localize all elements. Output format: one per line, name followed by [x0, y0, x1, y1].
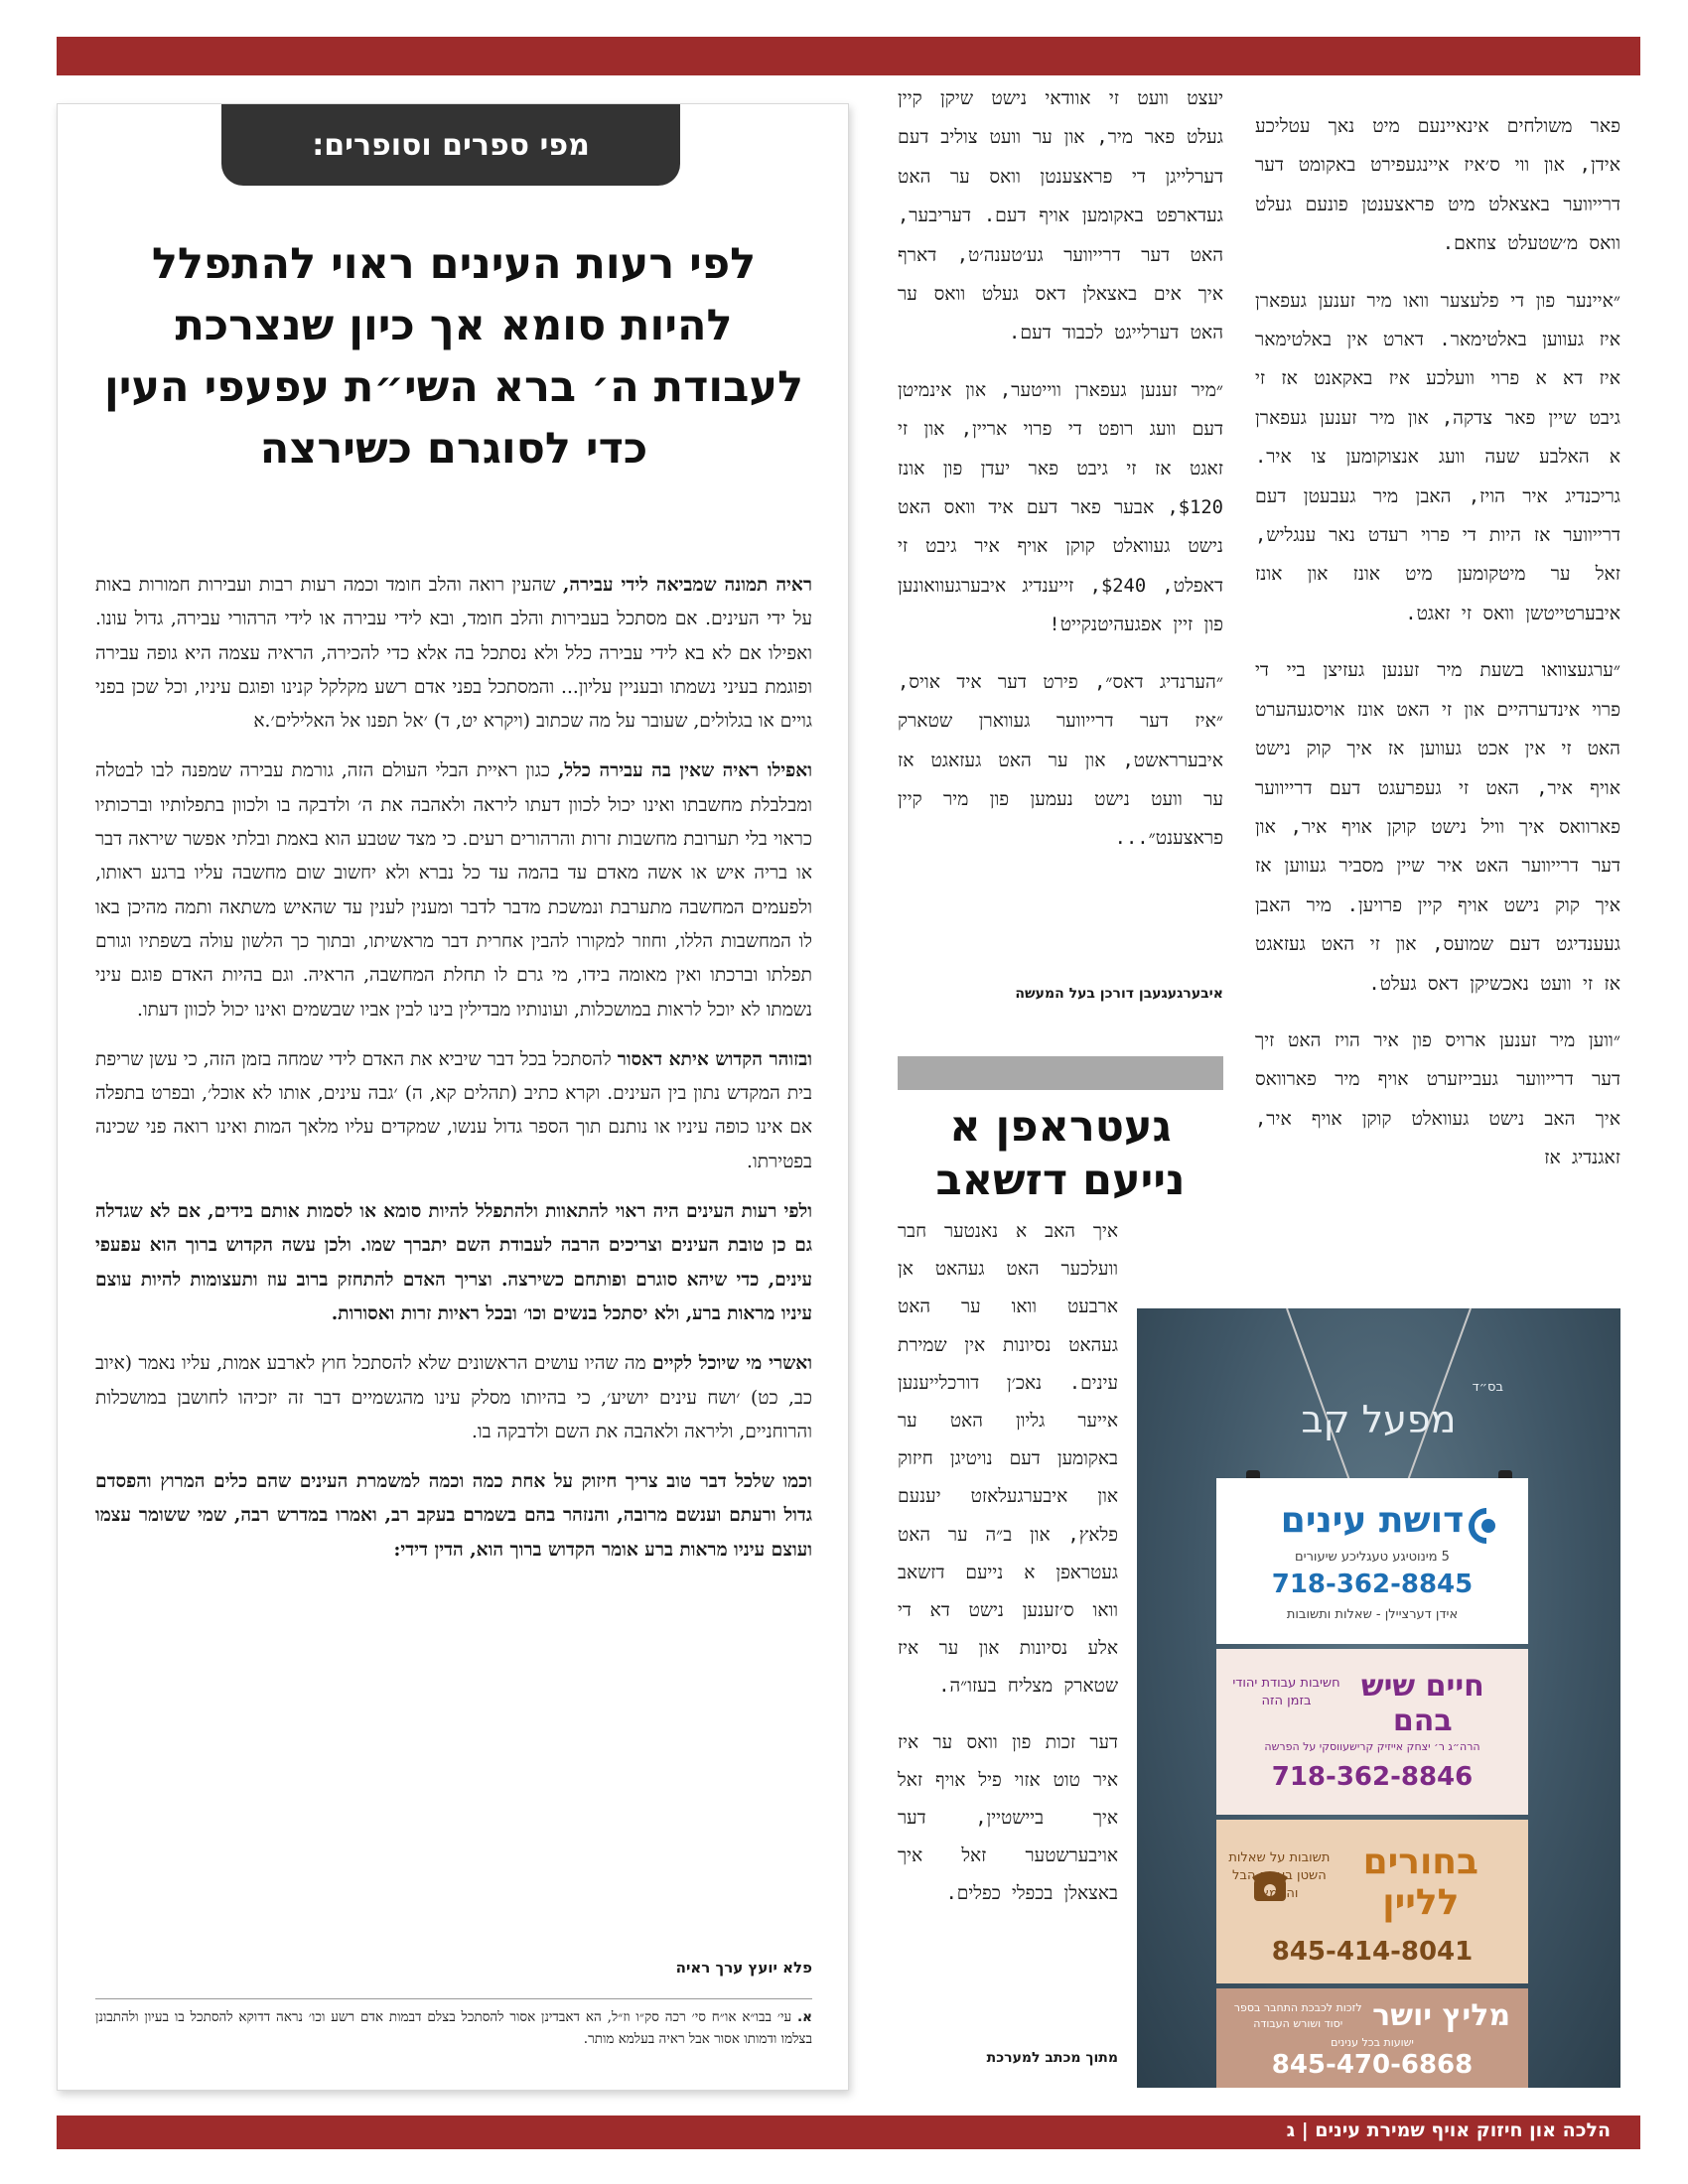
story-paragraph: ״איינער פון די פלעצער וואו מיר זענען געפארן איז געווען באלטימאר. דארט אין באלטימאר איז דא א פרוי וועלכע איז באקאנט אז זי גיבט שיין פאר צדקה, און מיר זענען געפארן א האלבע שעה וועג אנצוקומען צו איר. גריכנדיג איר הויז, האבן מיר געבעטן דעם דרייווער אז היות די פרוי רעדט נאר ענגליש, זאל ער מיטקומען מיט אונז און אונז איבערטייטשן וואס זי זאגט. [1255, 290, 1620, 624]
ad-card-name: בחורים לליין [1362, 1842, 1478, 1923]
ad-card-phone: 718-362-8845 [1271, 1570, 1474, 1599]
story-paragraph: ״הערנדיג דאס״, פירט דער איד אויס, ״איז דער דרייווער געווארן שטארק איבערראשט, און ער האט געזאגט אז ער וועט נישט נעמען פון מיר קיין פראצענט״... [898, 671, 1223, 850]
advertisement [1137, 1308, 1620, 2088]
article-paragraph: ראיה תמונה שמביאה לידי עבירה, שהעין רואה והלב חומד וכמה רעות רבות ועבירות חמורות באות על ידי העינים. אם מסתכל בעבירות והלב חומד, ובא לידי עבירה או לידי הרהורי עבירה, גדול עונו. ואפילו אם לא בא לידי עבירה כלל ולא נסתכל בה אלא כדי להכירה, הראיה עצמה היא גופה עבירה ופוגמת בעיני נשמתו ובעניין עליון... והמסתכל בפני אדם רשע מקלקל קנינו ופוגם עיניו, וכל שכן בפני גויים או בגלולים, שעובר על מה שכתוב (ויקרא יט, ד) ׳אל תפנו אל האלילים׳.א [95, 575, 813, 733]
ad-besd: בס״ד [1472, 1380, 1503, 1395]
story-paragraph: ״מיר זענען געפארן ווייטער, און אינמיטן דעם וועג רופט די פרוי אריין, און זי זאגט אז זי גיבט פאר יעדן פון אונז $120, אבער פאר דעם איד וואס האט נישט געוואלט קוקן אויף איר גיבט זי דאפלט, $240, זייענדיג איבערגעוואונען פון זיין אפגעהיטנקייט! [898, 379, 1224, 636]
article-headline: לפי רעות העינים ראוי להתפלל להיות סומא אך כיון שנצרכת לעבודת ה׳ ברא השי״ת עפעפי העין כדי לסוגרם כשירצה [104, 239, 803, 474]
story-paragraph: ״ערגעצוואו בשעת מיר זענען געזיצן ביי די פרוי אינדערהיים און זי האט אונז אויסגעהערט האט זי אין אכט געווען אז איך קוק נישט אויף איר, האט זי געפרעגט דעם דרייווער פארוואס איך וויל נישט קוקן אויף איר, און דער דרייווער האט איר שיין מסביר געווען אז איך קוק נישט אויף קיין פרויען. מיר האבן געענדיגט דעם שמועס, און זי האט געזאגט אז זי וועט נאכשיקן דאס געלט. [1255, 660, 1620, 995]
ad-card-name: חיים שיש בהם [1360, 1669, 1484, 1738]
ad-card-subtitle: לזכות לכבכת התחבר בספר יסוד ושורש העבודה [1233, 2001, 1362, 2030]
story-column-right [1255, 107, 1620, 1196]
ad-card-subtitle: תשובות על שאלות השטן בעסק הבל והטמא [1228, 1850, 1331, 1901]
story-box-signature: מתוך מכתב למערכת [986, 2050, 1118, 2066]
ad-card-subtitle: 5 מינוטיגע טעגליכע שיעורים [1295, 1550, 1450, 1565]
story-signature: איבערגעגעבן דורכן בעל המעשה [1015, 986, 1223, 1002]
story-paragraph: פאר משולחים אינאיינעם מיט נאך עטליכע אידן, און ווי ס׳איז איינגעפירט באקומט דער דרייווער באצאלט מיט פראצענטן פונעם געלט וואס מ׳שטעלט צוזאם. [1255, 116, 1620, 255]
ad-card-doshet-einayim[interactable] [1216, 1478, 1528, 1644]
article-source: פלא יועץ ערך ראיה [675, 1959, 812, 1977]
article-paragraph: ובזוהר הקדוש איתא דאסור להסתכל בכל דבר שיביא את האדם לידי שמחה בזמן הזה, כי עשן שריפת בית המקדש נתון בין העינים. וקרא כתיב (תהלים קא, ה) ׳גבה עינים, אותו לא אוכל׳, ובפרט בתפלה אם אינו כופה עיניו או נותנם תוך הספר גדול ענשו, שמקדים עליו מלאך המות ואינו רואה פני שכינה בפטירתו. [95, 1048, 812, 1172]
story-paragraph: ״ווען מיר זענען ארויס פון איר הויז האט זיך דער דרייווער געבייזערט אויף מיר פארוואס איך האב נישט געוואלט קוקן אויף איר, זאגנדיג אז [1255, 1029, 1620, 1169]
ad-card-subtitle: חשיבות עבודת יהודי בזמן הזה [1232, 1676, 1340, 1708]
ad-card-name: דושת עינים [1280, 1500, 1465, 1541]
story-column-middle [898, 79, 1223, 877]
story-box-paragraph: דער זכות פון וואס ער איז איר טוט אזוי פיל אויף זאל איך ביישטיין, דער אויבערשטער זאל איך באצאלן בכפלי כפלים. [898, 1731, 1118, 1905]
story-box-title: געטראפן א נייעם דזשאב [935, 1102, 1186, 1205]
ad-card-phone: 718-362-8846 [1271, 1762, 1474, 1792]
story-paragraph: יעצט וועט זי אוודאי נישט שיקן קיין געלט פאר מיר, און ער וועט צוליב דעם דערלייגן די פראצענטן וואס ער האט געדארפט באקומען אויף דעם. דעריבער, האט דער דרייווער גע׳טענה׳ט, דארף איך אים באצאלן דאס געלט וואס ער האט דערלייגט לכבוד דעם. [898, 88, 1223, 344]
story-box-paragraph: איך האב א נאנטער חבר וועלכער האט געהאט אן ארבעט וואו ער האט געהאט נסיונות אין שמירת עינים. נאכ׳ן דורכלייענען אייער גליון האט ער באקומען דעם נויטיגן חיזוק און איבערגעלאזט יענעם פלאץ, און ב״ה ער האט געטראפן א נייעם דזשאב וואו ס׳זענען נישט דא די אלע נסיונות און ער איז שטארק מצליח בעזו״ה. [898, 1221, 1118, 1698]
article-body [95, 569, 812, 1583]
story-box-bar [898, 1056, 1223, 1090]
ad-card-phone: 845-414-8041 [1271, 1937, 1474, 1967]
story-box-body [898, 1213, 1118, 1932]
footnote-divider [95, 1998, 812, 1999]
top-accent-bar [57, 37, 1640, 75]
footnote-marker: א. [797, 2009, 812, 2025]
ad-card-subtitle: ישועות בכל ענינים [1331, 2036, 1414, 2049]
article-paragraph: ואשרי מי שיוכל לקיים מה שהיו עושים הראשונים שלא להסתכל חוץ לארבע אמות, עליו נאמר (איוב כב, כט) ׳ושח עינים יושיע׳, כי בהיותו מסלק עינו מהגשמיים דבר זה יזכיהו לחושבן במושכלות והרוחניים, וליראה ולאהבה את השם ולדבקה בו. [95, 1353, 812, 1442]
ad-card-subtitle: הרה״ג ר׳ יצחק אייזיק קרישעווסקי על הפרשה [1264, 1740, 1480, 1753]
main-article [57, 103, 849, 2091]
article-paragraph: ואפילו ראיה שאין בה עבירה כלל, כגון ראיית הבלי העולם הזה, גורמת עבירה שמפנה לבו לבטלה ומבלבלת מחשבתו ואינו יכול לכוון דעתו ליראה ולאהבה את ה׳ ולדבקה בו ולכוון בתפלותיו וברכותיו כראוי בלי תערובת מחשבות זרות והרהורים רעים. כי מצד שטבע הוא באמת ובלתי אפשר שיראה דבר או בריה איש או אשה מאדם עד בהמה עד כל נברא ולא יחשוב שום מחשבה עליו ברגע ראותו, ולפעמים המחשבה מתערבת ונמשכת מדבר לדבר ומענין לענין עד שהאיש משתאה ותמה מהיכן באו לו המחשבות הללו, וחוזר למקורו להבין אחרית דבר מראשיתו, ובתוך כך הלשון עולה בשפתיו וגורם תפלתו וברכתו ואין מאומה בידו, מי גרם לו תחלת המחשבה, הראיה. וגם בהיות האדם פוגם עיני נשמתו לא יוכל לראות במושכלות, ועונותיו מבדילין בינו לבין אביו שבשמים ואינו יכול לכוון דעתו. [95, 760, 812, 1021]
article-paragraph: וכמו שלכל דבר טוב צריך חיזוק על אחת כמה וכמה למשמרת העינים שהם כלים המרוץ והפסדם גדול ורעתם וענשם מרובה, והנזהר בהם בשמרם בעקב רב, ואמרו במדרש רבה, שמי ששומר עצמו ועוצם עיניו מראות ברע אומר הקדוש ברוך הוא, הדין דידי: [95, 1471, 813, 1561]
ad-card-chaim[interactable] [1216, 1649, 1528, 1815]
article-paragraph: ולפי רעות העינים היה ראוי להתאוות ולהתפלל להיות סומא או לסמות אותם בידים, אם לא שגדלה גם כן טובת העינים וצריכים הרבה לעבודת השם יתברך שמו. ולכן עשה הקדוש ברוך הוא עפעפי עינים, כדי שיהא סוגרם ופותחם כשירצה. וצריך האדם להתחזק ברוב עוז ותעצומות להיות עוצם עיניו מראות ברע, ולא יסתכל בנשים וכו׳ ובכל ראיות זרות ואסורות. [95, 1201, 813, 1324]
section-title: מפי ספרים וסופרים: [312, 127, 590, 163]
ad-card-bochurim[interactable] [1216, 1820, 1528, 1983]
ad-card-subtitle: אידן דערציילן - שאלות ותשובות [1286, 1607, 1459, 1622]
page-footer: הלכה און חיזוק אויף שמירת עינים | ג [1286, 2119, 1611, 2141]
footnote-text: עי׳ בבו״א או״ח סי׳ רכה סק״ו וז״ל, הא דאבדינן אסור להסתכל בצלם דבמות אדם רשע וכו׳ נראה דדוקא להסתכל בו בעיון ולהתבונן בצלמו ודמותו אסור אבל ראיה בעלמא מותר. [95, 2009, 812, 2047]
bottom-accent-bar [57, 2116, 1640, 2149]
ad-card-phone: 845-470-6868 [1271, 2050, 1474, 2080]
ad-card-melitz-yosher[interactable] [1216, 1988, 1528, 2088]
footnote [95, 2006, 812, 2050]
section-tab [221, 104, 680, 186]
ad-title: מפעל קב [1301, 1398, 1457, 1441]
ad-card-name: מליץ יושר [1372, 1998, 1511, 2033]
